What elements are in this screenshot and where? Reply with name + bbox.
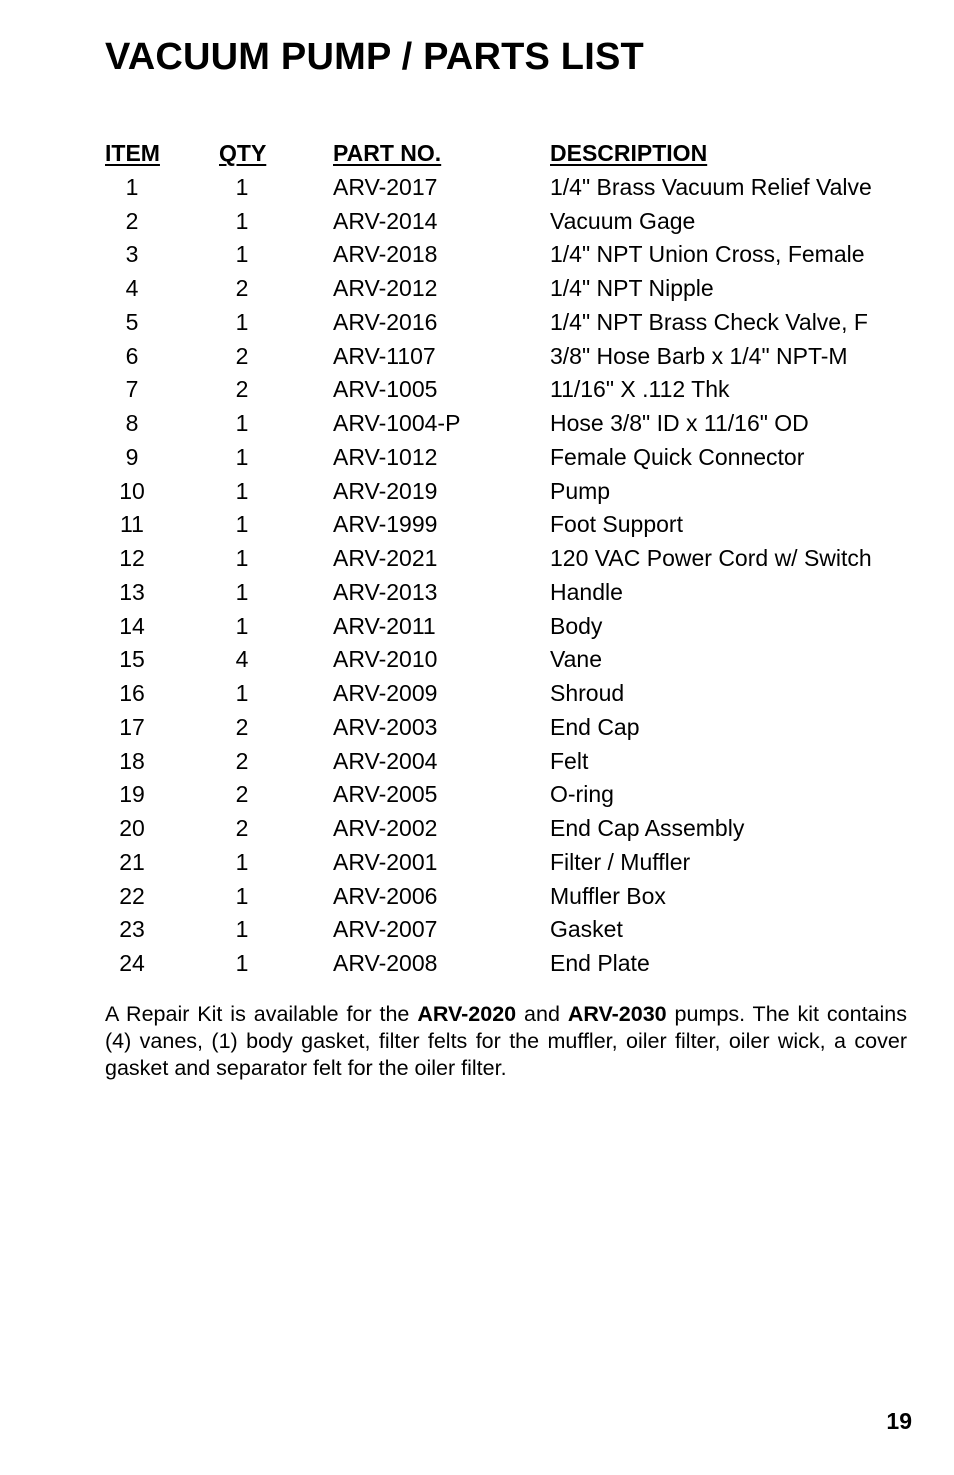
cell-qty: 1 (235, 511, 249, 538)
cell-item: 10 (119, 477, 145, 504)
table-row (105, 340, 905, 374)
cell-description: 1/4" NPT Brass Check Valve, F (550, 308, 868, 335)
cell-description: Pump (550, 477, 611, 504)
cell-description: Hose 3/8" ID x 11/16" OD (550, 410, 809, 436)
cell-part-no: ARV-2002 (333, 815, 438, 841)
cell-part-no: ARV-2003 (333, 713, 438, 740)
cell-description: Filter / Muffler (550, 848, 691, 875)
cell-part-no: ARV-2008 (333, 950, 438, 976)
cell-item: 15 (119, 646, 145, 673)
cell-qty: 1 (235, 308, 249, 335)
table-row (105, 441, 905, 475)
cell-qty: 1 (235, 545, 249, 571)
page-title: VACUUM PUMP / PARTS LIST (105, 36, 644, 78)
cell-qty: 1 (235, 612, 249, 639)
cell-description: End Plate (550, 950, 650, 976)
cell-description: 1/4" NPT Nipple (550, 275, 714, 301)
cell-part-no: ARV-2006 (333, 882, 438, 909)
cell-description: 11/16" X .112 Thk (550, 376, 730, 403)
table-row (105, 880, 905, 914)
note-model-arv-2030: ARV-2030 (567, 1002, 667, 1026)
note-model-arv-2020: ARV-2020 (417, 1002, 517, 1026)
header-qty: QTY (219, 140, 267, 166)
cell-part-no: ARV-2009 (333, 680, 438, 706)
cell-item: 20 (119, 815, 145, 841)
note-text: and (516, 1002, 568, 1026)
cell-item: 18 (119, 747, 145, 774)
cell-item: 9 (125, 443, 139, 470)
cell-description: End Cap (550, 713, 640, 740)
cell-part-no: ARV-2010 (333, 646, 438, 673)
cell-description: Handle (550, 578, 623, 605)
cell-qty: 2 (235, 275, 249, 301)
cell-part-no: ARV-2011 (333, 612, 436, 639)
cell-description: Gasket (550, 916, 623, 943)
table-row (105, 238, 905, 272)
table-row (105, 171, 905, 205)
parts-table (105, 137, 905, 981)
cell-description: Shroud (550, 680, 625, 706)
cell-qty: 2 (235, 815, 249, 841)
cell-part-no: ARV-2007 (333, 916, 438, 943)
note-text: A Repair Kit is available for the (105, 1002, 418, 1026)
cell-item: 24 (119, 950, 145, 976)
table-header-row (105, 137, 905, 171)
cell-part-no: ARV-1012 (333, 443, 438, 470)
cell-qty: 4 (235, 646, 249, 673)
cell-item: 17 (119, 713, 145, 740)
table-row (105, 205, 905, 239)
cell-description: End Cap Assembly (550, 815, 745, 841)
cell-qty: 1 (235, 207, 249, 234)
cell-description: Foot Support (550, 511, 683, 538)
header-item: ITEM (105, 140, 160, 166)
note-text: pumps. The kit contains (4) vanes, (1) body gasket, filter felts for the muffler, oiler filter, oiler wick, a cover gasket and separator felt for the oiler filter. (105, 1002, 907, 1080)
cell-part-no: ARV-2017 (333, 173, 438, 200)
cell-part-no: ARV-2013 (333, 578, 438, 605)
table-row (105, 947, 905, 981)
table-row (105, 778, 905, 812)
cell-item: 7 (125, 376, 139, 403)
cell-part-no: ARV-1107 (333, 342, 436, 369)
cell-description: Felt (550, 747, 589, 774)
cell-item: 8 (125, 410, 139, 436)
cell-qty: 1 (235, 950, 249, 976)
repair-kit-note (105, 1001, 907, 1082)
cell-qty: 1 (235, 578, 249, 605)
page-number: 19 (886, 1408, 912, 1434)
cell-qty: 1 (235, 477, 249, 504)
table-row (105, 475, 905, 509)
cell-item: 23 (119, 916, 145, 943)
cell-qty: 1 (235, 882, 249, 909)
cell-qty: 2 (235, 713, 249, 740)
table-row (105, 610, 905, 644)
cell-qty: 2 (235, 342, 249, 369)
cell-item: 4 (125, 275, 139, 301)
cell-part-no: ARV-2014 (333, 207, 438, 234)
table-row (105, 913, 905, 947)
table-row (105, 576, 905, 610)
cell-qty: 1 (235, 680, 249, 706)
cell-item: 5 (125, 308, 139, 335)
table-row (105, 643, 905, 677)
cell-item: 22 (119, 882, 145, 909)
header-description: DESCRIPTION (550, 140, 708, 166)
cell-description: 120 VAC Power Cord w/ Switch (550, 545, 872, 571)
table-row (105, 677, 905, 711)
cell-description: 3/8" Hose Barb x 1/4" NPT-M (550, 342, 848, 369)
cell-part-no: ARV-1999 (333, 511, 438, 538)
cell-description: Body (550, 612, 603, 639)
table-body (105, 171, 905, 981)
cell-part-no: ARV-2005 (333, 781, 438, 808)
cell-part-no: ARV-2001 (333, 848, 438, 875)
cell-description: Muffler Box (550, 882, 666, 909)
table-row (105, 812, 905, 846)
cell-item: 2 (125, 207, 139, 234)
table-row (105, 407, 905, 441)
cell-qty: 1 (235, 241, 249, 268)
cell-description: Vacuum Gage (550, 207, 696, 234)
cell-part-no: ARV-2012 (333, 275, 438, 301)
cell-qty: 1 (235, 443, 249, 470)
cell-qty: 1 (235, 916, 249, 943)
cell-item: 6 (125, 342, 139, 369)
cell-part-no: ARV-2019 (333, 477, 438, 504)
table-row (105, 745, 905, 779)
cell-item: 3 (125, 241, 139, 268)
cell-item: 14 (119, 612, 145, 639)
cell-description: 1/4" Brass Vacuum Relief Valve (550, 173, 872, 200)
table-row (105, 846, 905, 880)
cell-part-no: ARV-2016 (333, 308, 438, 335)
table-row (105, 373, 905, 407)
cell-description: Female Quick Connector (550, 443, 805, 470)
table-row (105, 542, 905, 576)
cell-part-no: ARV-1004-P (333, 410, 461, 436)
header-part-no: PART NO. (333, 140, 442, 166)
cell-description: O-ring (550, 781, 614, 808)
cell-qty: 2 (235, 781, 249, 808)
table-row (105, 272, 905, 306)
table-row (105, 306, 905, 340)
cell-qty: 1 (235, 410, 249, 436)
cell-description: Vane (550, 646, 603, 673)
cell-part-no: ARV-2021 (333, 545, 438, 571)
cell-item: 19 (119, 781, 145, 808)
cell-item: 21 (119, 848, 145, 875)
table-row (105, 711, 905, 745)
cell-item: 12 (119, 545, 145, 571)
cell-part-no: ARV-2018 (333, 241, 438, 268)
cell-item: 13 (119, 578, 145, 605)
table-row (105, 508, 905, 542)
cell-part-no: ARV-1005 (333, 376, 438, 403)
cell-description: 1/4" NPT Union Cross, Female (550, 241, 865, 268)
cell-qty: 1 (235, 848, 249, 875)
cell-qty: 2 (235, 747, 249, 774)
cell-item: 11 (120, 511, 144, 538)
cell-item: 1 (125, 173, 139, 200)
cell-qty: 1 (235, 173, 249, 200)
cell-qty: 2 (235, 376, 249, 403)
cell-part-no: ARV-2004 (333, 747, 438, 774)
cell-item: 16 (119, 680, 145, 706)
